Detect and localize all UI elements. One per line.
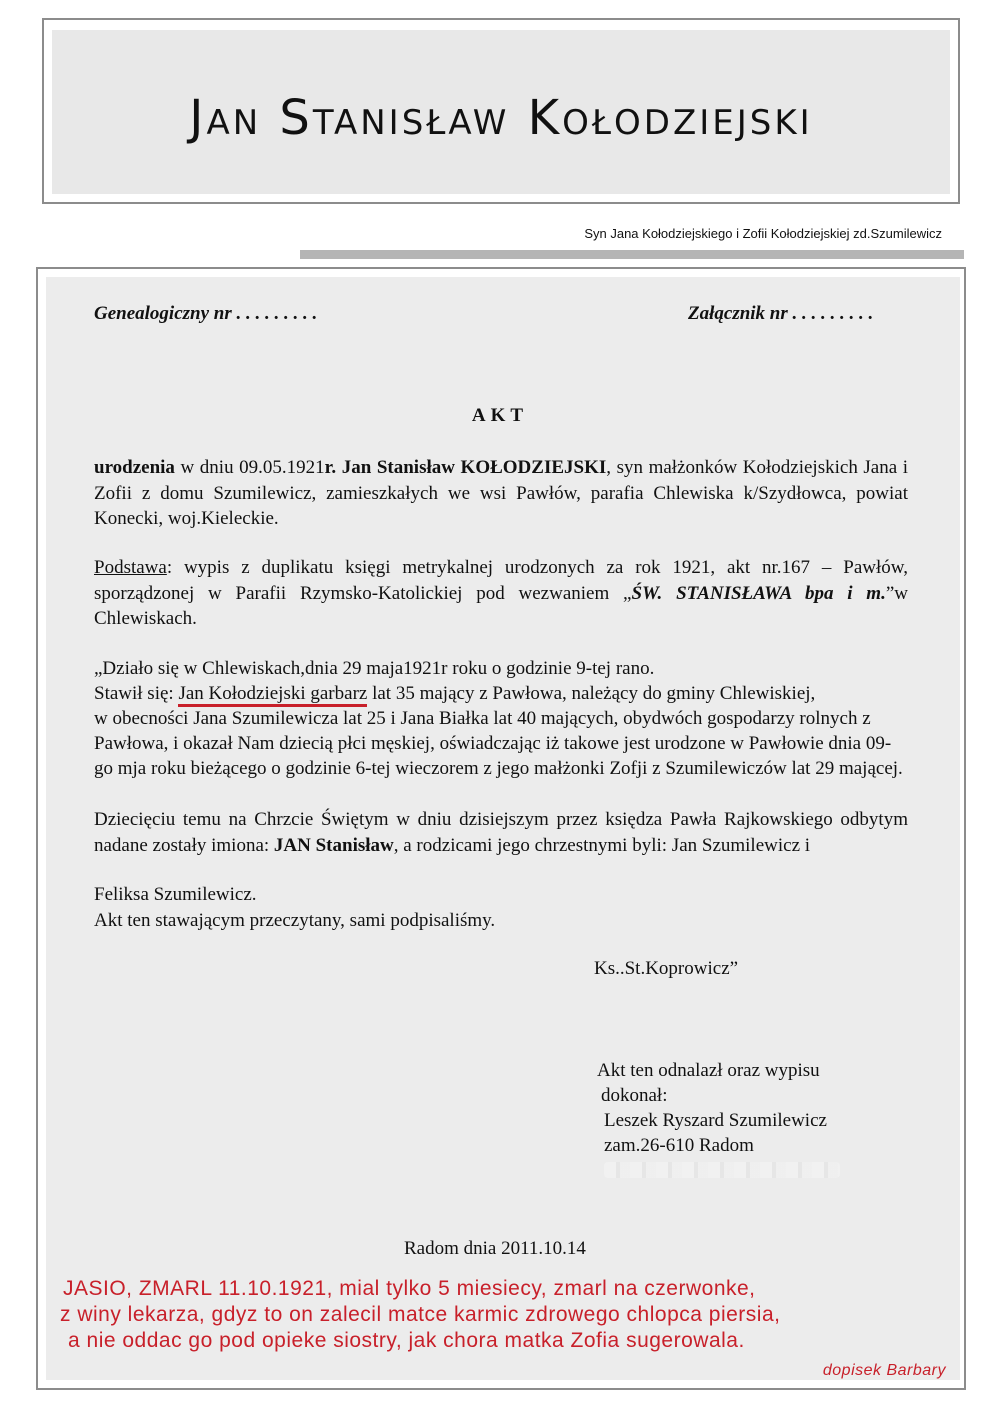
finder-note-line: Leszek Ryszard Szumilewicz (604, 1110, 827, 1131)
birth-paragraph (94, 455, 908, 532)
appeared-rest: lat 35 mający z Pawłowa, należący do gminy Chlewiskiej, (367, 683, 816, 704)
finder-note-line: dokonał: (601, 1085, 668, 1106)
record-line-1: „Działo się w Chlewiskach,dnia 29 maja1921r roku o godzinie 9-tej rano. (94, 658, 655, 679)
annotation-line: z winy lekarza, gdyz to on zalecil matce karmic zdrowego chlopca piersia, (60, 1303, 781, 1326)
divider-bar (300, 250, 964, 259)
subtitle: Syn Jana Kołodziejskiego i Zofii Kołodziejskiej zd.Szumilewicz (584, 226, 942, 241)
father-name-underlined: Jan Kołodziejski garbarz (178, 683, 367, 707)
genealogical-number: Genealogiczny nr . . . . . . . . . (94, 303, 318, 324)
birth-lead: urodzenia (94, 457, 175, 478)
baptism-names: JAN Stanisław (273, 834, 394, 856)
document-heading: AKT (471, 405, 529, 426)
redacted-contact (604, 1162, 840, 1178)
handwritten-annotation (58, 1276, 958, 1354)
annotation-line: JASIO, ZMARL 11.10.1921, mial tylko 5 miesiecy, zmarl na czerwonke, (63, 1277, 756, 1300)
priest-signature: Ks..St.Koprowicz” (594, 958, 739, 979)
appeared-prefix: Stawił się: (94, 683, 179, 704)
record-closing: Akt ten stawającym przeczytany, sami podpisaliśmy. (94, 910, 496, 931)
basis-text-2: ”w Chlewiskach. (94, 582, 908, 629)
parish-name: ŚW. STANISŁAWA bpa i m. (631, 582, 886, 604)
basis-text-1: : wypis z duplikatu księgi metrykalnej urodzonych za rok 1921, akt nr.167 – Pawłów, sporządzonej w Parafii Rzymsko-Katolickiej pod wezwaniem „ (94, 557, 908, 604)
basis-label: Podstawa (94, 557, 167, 578)
record-godmother: Feliksa Szumilewicz. (94, 884, 257, 905)
finder-note-line: zam.26-610 Radom (604, 1135, 754, 1156)
annotation-author: dopisek Barbary (822, 1362, 946, 1379)
attachment-number: Załącznik nr . . . . . . . . . (688, 303, 874, 324)
record-appeared (94, 681, 908, 707)
finder-note (597, 1058, 827, 1158)
title-frame (42, 18, 960, 204)
baptism-text-2: , a rodzicami jego chrzestnymi byli: Jan Szumilewicz i (393, 834, 811, 856)
finder-note-line: Akt ten odnalazł oraz wypisu (597, 1060, 820, 1081)
record-baptism (94, 807, 908, 858)
title-panel (52, 30, 950, 194)
basis-paragraph (94, 555, 908, 632)
baptism-text-1: Dziecięciu temu na Chrzcie Świętym w dniu dzisiejszym przez księdza Pawła Rajkowskiego odbytym nadane zostały imiona: (94, 809, 908, 856)
birth-text-1: w dniu 09.05.1921 (174, 457, 325, 478)
document-date: Radom dnia 2011.10.14 (404, 1238, 586, 1259)
record-witnesses: w obecności Jana Szumilewicza lat 25 i Jana Białka lat 40 mających, obydwóch gospodarzy rolnych z Pawłowa, i okazał Nam dziecią płci męskiej, oświadczając iż takowe jest urodzone w Pawłowie dnia 09-go mja roku bieżącego o godzinie 6-tej wieczorem z jego małżonki Zofji z Szumilewiczów lat 29 mającej. (94, 708, 903, 779)
birth-text-2: , syn małżonków Kołodziejskich Jana i Zofii z domu Szumilewicz, zamieszkałych we wsi Pawłów, parafia Chlewiska k/Szydłowca, powiat Konecki, woj.Kieleckie. (94, 457, 909, 529)
page-title: Jan Stanisław Kołodziejski (189, 90, 813, 146)
annotation-line: a nie oddac go pod opieke siostry, jak chora matka Zofia sugerowala. (68, 1329, 745, 1352)
child-name: r. Jan Stanisław KOŁODZIEJSKI (324, 457, 607, 478)
